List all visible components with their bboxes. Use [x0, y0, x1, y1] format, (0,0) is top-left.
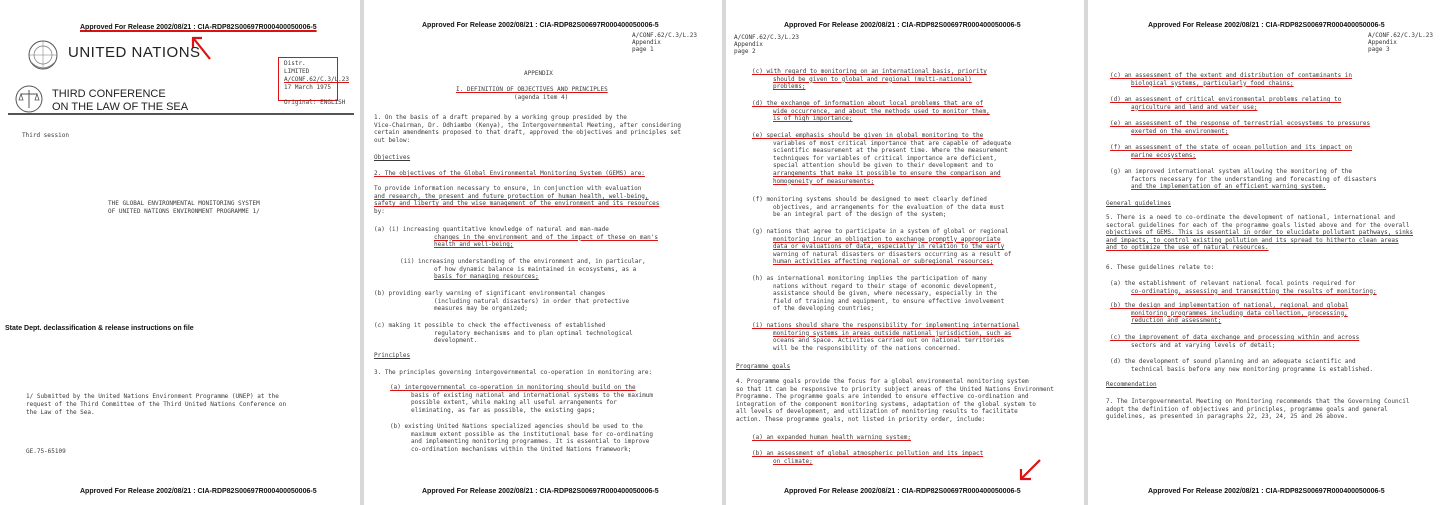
- text-line: guidelines, as presented in paragraphs 22, 23, 24, 25 and 26 above.: [1106, 413, 1349, 421]
- principle-b: [390, 423, 653, 453]
- conference-title: [52, 88, 188, 114]
- text-line: (i) nations should share the responsibility for implementing international: [752, 322, 1020, 329]
- text-line: homogeneity of measurements;: [773, 177, 875, 185]
- text-line: eliminating, as far as possible, the existing gaps;: [411, 406, 596, 414]
- state-dept-note: State Dept. declassification & release instructions on file: [5, 325, 194, 332]
- release-stamp-top: Approved For Release 2002/08/21 : CIA-RDP82S00697R000400050006-5: [422, 22, 659, 29]
- conference-line-2: ON THE LAW OF THE SEA: [52, 101, 189, 113]
- header-rule: [8, 113, 354, 115]
- release-stamp-top: Approved For Release 2002/08/21 : CIA-RDP82S00697R000400050006-5: [80, 24, 317, 31]
- org-name: UNITED NATIONS: [68, 44, 201, 61]
- text-line: measures may be organized;: [434, 305, 528, 313]
- principle-i: [752, 322, 1019, 352]
- text-line: (c) an assessment of the extent and distribution of contaminants in: [1110, 72, 1353, 79]
- original-language: Original: ENGLISH: [284, 99, 346, 106]
- paragraph-1: [374, 114, 681, 144]
- text-line: certain amendments proposed to that draft, approved the objectives and principles set: [374, 129, 682, 137]
- release-stamp-top: Approved For Release 2002/08/21 : CIA-RDP82S00697R000400050006-5: [784, 22, 1021, 29]
- guideline-d: [1110, 358, 1373, 373]
- section-title: I. DEFINITION OF OBJECTIVES AND PRINCIPLES: [456, 86, 608, 93]
- release-stamp-bottom: Approved For Release 2002/08/21 : CIA-RDP82S00697R000400050006-5: [422, 488, 659, 495]
- text-line: safety and liberty and the wise management of the environment and its resources: [374, 200, 660, 208]
- paragraph-2b: [374, 185, 659, 215]
- text-line: monitoring systems in areas outside national jurisdiction, such as: [773, 329, 1012, 337]
- distr-label: Distr.: [284, 60, 306, 67]
- principle-a: [390, 384, 653, 414]
- guideline-a: [1110, 280, 1377, 295]
- release-stamp-bottom: Approved For Release 2002/08/21 : CIA-RDP82S00697R000400050006-5: [1148, 488, 1385, 495]
- goal-g: [1110, 168, 1377, 191]
- header-page: page 1: [632, 46, 654, 53]
- text-line: sectors and at varying levels of detail;: [1131, 341, 1276, 349]
- text-line: problems;: [773, 83, 806, 91]
- text-line: basis for managing resources;: [434, 273, 539, 281]
- goal-b: [752, 450, 983, 465]
- footnote-line: the Law of the Sea.: [26, 409, 95, 416]
- text-line: To provide information necessary to ensure, in conjunction with evaluation: [374, 185, 642, 192]
- header-appendix: Appendix: [734, 41, 763, 48]
- text-line: out below:: [374, 136, 411, 144]
- document-page-2: [364, 0, 722, 505]
- text-line: (f) monitoring systems should be designed to meet clearly defined: [752, 196, 987, 203]
- objective-a-ii: [400, 258, 646, 281]
- text-line: (g) an improved international system allowing the monitoring of the: [1110, 168, 1353, 175]
- guideline-b: [1110, 302, 1348, 325]
- text-line: co-ordinating, assessing and transmitting the results of monitoring;: [1131, 287, 1377, 295]
- text-line: regulatory mechanisms and to plan optimal technological: [434, 329, 633, 337]
- text-line: on climate;: [773, 457, 813, 465]
- text-line: (f) an assessment of the state of ocean pollution and its impact on: [1110, 144, 1353, 151]
- paragraph-6: 6. These guidelines relate to:: [1106, 264, 1215, 271]
- text-line: warning of natural disasters or disasters occurring as a result of: [773, 250, 1012, 258]
- distr-limited: LIMITED: [284, 68, 310, 75]
- text-line: (b) an assessment of global atmospheric pollution and its impact: [752, 450, 984, 457]
- text-line: human activities affecting regional or subregional resources;: [773, 258, 994, 266]
- general-guidelines-heading: General guidelines: [1106, 200, 1172, 207]
- text-line: techniques for variables of critical importance are deficient,: [773, 154, 997, 162]
- header-appendix: Appendix: [632, 39, 661, 46]
- text-line: be an integral part of the design of the system;: [773, 211, 947, 219]
- text-line: 5. There is a need to co-ordinate the development of national, international and: [1106, 214, 1395, 221]
- text-line: and implementing monitoring programmes. It is essential to improve: [411, 438, 650, 446]
- page-header: [1368, 32, 1433, 53]
- footnote-line: 1/ Submitted by the United Nations Environment Programme (UNEP) at the: [26, 393, 279, 400]
- text-line: Programme. The programme goals are intended to ensure effective co-ordination and: [736, 393, 1029, 401]
- release-stamp-bottom: Approved For Release 2002/08/21 : CIA-RDP82S00697R000400050006-5: [784, 488, 1021, 495]
- document-page-4: [1088, 0, 1456, 505]
- text-line: so that it can be responsive to priority subject areas of the United Nations Environment: [736, 385, 1054, 393]
- document-page-1: [0, 0, 360, 505]
- objective-a-i: [374, 226, 658, 249]
- text-line: field of training and equipment, to ensure effective involvement: [773, 297, 1005, 305]
- text-line: will be the responsibility of the nations concerned.: [773, 344, 961, 352]
- principle-d: [752, 100, 990, 123]
- text-line: of how dynamic balance is maintained in ecosystems, as a: [434, 265, 637, 273]
- text-line: (h) as international monitoring implies the participation of many: [752, 275, 987, 282]
- text-line: variables of most critical importance that are capable of adequate: [773, 139, 1012, 147]
- text-line: sectoral guidelines for each of the programme goals listed above and for the overall: [1106, 221, 1410, 229]
- text-line: (b) existing United Nations specialized agencies should be used to the: [390, 423, 643, 430]
- text-line: is of high importance;: [773, 115, 853, 123]
- text-line: (c) the improvement of data exchange and processing within and across: [1110, 334, 1360, 341]
- text-line: (e) an assessment of the response of terrestrial ecosystems to pressures: [1110, 120, 1371, 127]
- text-line: objectives of GEMS. This is essential in order to elucidate pollutant pathways, sinks: [1106, 229, 1414, 237]
- paragraph-3: 3. The principles governing intergovernmental co-operation in monitoring are:: [374, 369, 653, 376]
- text-line: objectives, and arrangements for the evaluation of the data must: [773, 203, 1005, 211]
- text-line: monitoring programmes including data collection, processing,: [1131, 309, 1348, 317]
- text-line: agriculture and land and water use;: [1131, 103, 1258, 111]
- text-line: (including natural disasters) in order that protective: [434, 297, 630, 305]
- text-line: should be given to global and regional (multi-national): [773, 75, 972, 83]
- text-line: possible extent, while making all useful arrangements for: [411, 399, 617, 407]
- paragraph-5: [1106, 214, 1413, 252]
- text-line: (a) (i) increasing quantitative knowledge of natural and man-made: [374, 226, 609, 233]
- text-line: (g) nations that agree to participate in a system of global or regional: [752, 228, 1009, 235]
- text-line: technical basis before any new monitoring programme is established.: [1131, 365, 1374, 373]
- un-emblem-icon: [26, 38, 60, 72]
- conference-line-1: THIRD CONFERENCE: [52, 88, 166, 100]
- text-line: (b) the design and implementation of national, regional and global: [1110, 302, 1349, 309]
- text-line: development.: [434, 337, 478, 345]
- document-page-3: [726, 0, 1084, 505]
- text-line: action. These programme goals, not listed in priority order, include:: [736, 415, 986, 423]
- page-header: [632, 32, 697, 53]
- text-line: biological systems, particularly food chains;: [1131, 79, 1294, 87]
- text-line: wide occurrence, and about the methods used to monitor them,: [773, 107, 990, 115]
- header-page: page 2: [734, 48, 756, 55]
- text-line: and research, the present and future protection of human health, well-being,: [374, 192, 649, 200]
- principle-c: [752, 68, 987, 91]
- principle-g: [752, 228, 1011, 266]
- release-stamp-top: Approved For Release 2002/08/21 : CIA-RDP82S00697R000400050006-5: [1148, 22, 1385, 29]
- header-appendix: Appendix: [1368, 39, 1397, 46]
- doc-date: 17 March 1975: [284, 84, 331, 91]
- objectives-heading: Objectives: [374, 154, 411, 161]
- principle-h: [752, 275, 1004, 313]
- guideline-c: [1110, 334, 1359, 349]
- header-page: page 3: [1368, 46, 1390, 53]
- text-line: reduction and assessment;: [1131, 317, 1222, 325]
- text-line: exerted on the environment;: [1131, 127, 1229, 135]
- text-line: (d) the exchange of information about local problems that are of: [752, 100, 984, 107]
- distribution-info: [284, 60, 349, 92]
- text-line: (c) with regard to monitoring on an international basis, priority: [752, 68, 987, 75]
- title-line-1: THE GLOBAL ENVIRONMENTAL MONITORING SYSTEM: [108, 200, 260, 207]
- title-line-2: OF UNITED NATIONS ENVIRONMENT PROGRAMME 1/: [108, 208, 260, 215]
- text-line: (d) an assessment of critical environmental problems relating to: [1110, 96, 1342, 103]
- principle-e: [752, 132, 1011, 185]
- text-line: data or evaluations of data, especially in relation to the early: [773, 243, 1005, 251]
- text-line: and to optimize the use of natural resources.: [1106, 244, 1269, 252]
- text-line: marine ecosystems;: [1131, 151, 1197, 159]
- release-stamp-bottom: Approved For Release 2002/08/21 : CIA-RDP82S00697R000400050006-5: [80, 488, 317, 495]
- principles-heading: Principles: [374, 352, 411, 359]
- text-line: 4. Programme goals provide the focus for a global environmental monitoring system: [736, 378, 1029, 385]
- header-symbol: A/CONF.62/C.3/L.23: [734, 34, 800, 41]
- text-line: (c) making it possible to check the effectiveness of established: [374, 322, 606, 329]
- recommendation-heading: Recommendation: [1106, 381, 1157, 388]
- text-line: oceans and space. Activities carried out on national territories: [773, 337, 1005, 345]
- text-line: of the developing countries;: [773, 305, 875, 313]
- header-symbol: A/CONF.62/C.3/L.23: [1368, 32, 1434, 39]
- goal-c: [1110, 72, 1352, 87]
- text-line: Vice-Chairman, Dr. Odhiambo (Kenya), the Intergovernmental Meeting, after considering: [374, 121, 682, 129]
- text-line: health and well-being;: [434, 241, 514, 249]
- text-line: changes in the environment and of the impact of these on man's: [434, 233, 658, 241]
- principle-f: [752, 196, 1004, 219]
- text-line: monitoring incur an obligation to exchange promptly appropriate: [773, 235, 1001, 243]
- agenda-item: (agenda item 4): [514, 94, 569, 101]
- paragraph-2: 2. The objectives of the Global Environmental Monitoring System (GEMS) are:: [374, 170, 645, 177]
- document-number: GE.75-65109: [26, 448, 66, 455]
- text-line: (b) providing early warning of significant environmental changes: [374, 290, 606, 297]
- text-line: adopt the definition of objectives and principles, programme goals and general: [1106, 405, 1388, 413]
- red-arrow-icon: [1018, 454, 1044, 482]
- text-line: (ii) increasing understanding of the environment and, in particular,: [400, 258, 646, 265]
- text-line: and the implementation of an efficient warning system.: [1131, 183, 1327, 191]
- objective-c: [374, 322, 633, 345]
- paragraph-7: [1106, 398, 1409, 421]
- text-line: by:: [374, 207, 385, 215]
- text-line: maximum extent possible as the institutional base for co-ordinating: [411, 430, 654, 438]
- text-line: (d) the development of sound planning and an adequate scientific and: [1110, 358, 1356, 365]
- goal-e: [1110, 120, 1370, 135]
- goal-d: [1110, 96, 1341, 111]
- document-title: [108, 200, 260, 216]
- text-line: and impacts, to control existing pollution and its spread to hitherto clean areas: [1106, 236, 1399, 244]
- text-line: assistance should be given, where necessary, especially in the: [773, 290, 997, 298]
- appendix-heading: APPENDIX: [524, 70, 553, 77]
- text-line: factors necessary for the understanding and forecasting of disasters: [1131, 175, 1377, 183]
- text-line: nations without regard to their stage of economic development,: [773, 282, 997, 290]
- text-line: 7. The Intergovernmental Meeting on Monitoring recommends that the Governing Council: [1106, 398, 1410, 405]
- text-line: co-ordination mechanisms within the United Nations framework;: [411, 445, 632, 453]
- text-line: all levels of development, and utilization of monitoring results to facilitate: [736, 408, 1018, 416]
- doc-symbol: A/CONF.62/C.3/L.23: [284, 76, 350, 83]
- text-line: special attention should be given to their development and to: [773, 162, 994, 170]
- paragraph-4: [736, 378, 1054, 424]
- scales-emblem-icon: [14, 84, 44, 114]
- objective-b: [374, 290, 629, 313]
- text-line: integration of the component monitoring systems, adaptation of the global system to: [736, 400, 1036, 408]
- text-line: (a) the establishment of relevant national focal points required for: [1110, 280, 1356, 287]
- session-label: Third session: [22, 132, 69, 139]
- goal-f: [1110, 144, 1352, 159]
- text-line: basis of existing national and international systems to the maximum: [411, 391, 654, 399]
- text-line: (e) special emphasis should be given in global monitoring to the: [752, 132, 984, 139]
- programme-goals-heading: Programme goals: [736, 363, 791, 370]
- footnote: [26, 393, 286, 417]
- page-header: [734, 34, 799, 55]
- header-symbol: A/CONF.62/C.3/L.23: [632, 32, 698, 39]
- text-line: 1. On the basis of a draft prepared by a working group presided by the: [374, 114, 627, 121]
- footnote-line: request of the Third Committee of the Third United Nations Conference on: [26, 401, 287, 408]
- text-line: arrangements that make it possible to ensure the comparison and: [773, 169, 1001, 177]
- text-line: (a) intergovernmental co-operation in monitoring should build on the: [390, 384, 636, 391]
- text-line: scientific measurement at the present time. Where the measurement: [773, 147, 1008, 155]
- goal-a: (a) an expanded human health warning system;: [752, 434, 911, 441]
